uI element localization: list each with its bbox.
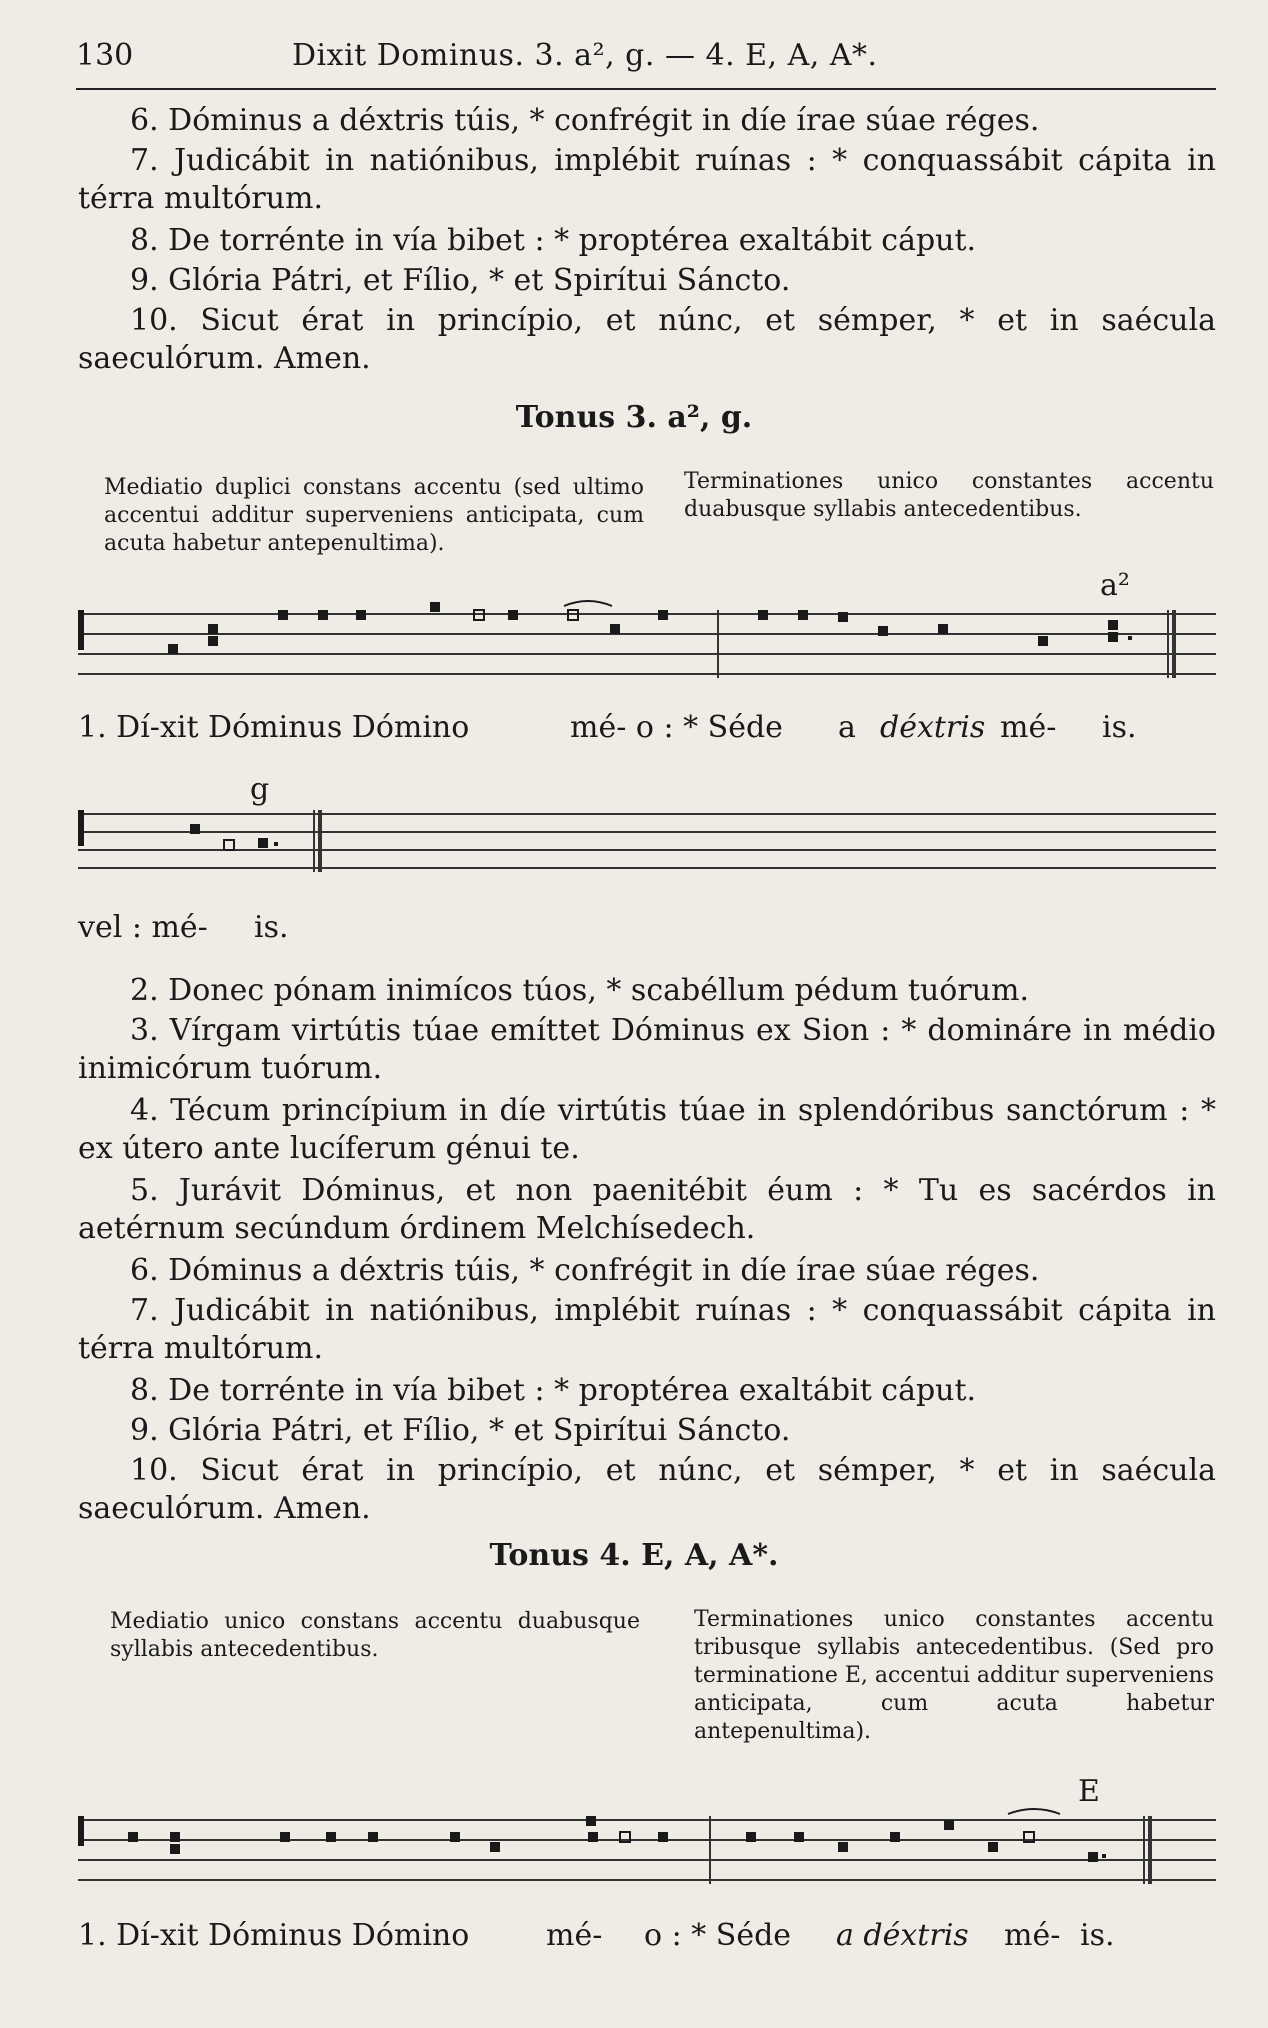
verse-3: 3. Vírgam virtútis túae emíttet Dóminus ex Sion : * domináre in médio inimicórum tuórum.: [78, 1013, 1216, 1086]
verse-9: 9. Glória Pátri, et Fílio, * et Spirítui Sáncto.: [130, 263, 791, 298]
verse-10: 10. Sicut érat in princípio, et núnc, et sémper, * et in saécula saeculórum. Amen.: [78, 303, 1216, 376]
tonus-3-mediatio: Mediatio duplici constans accentu (sed ultimo accentui additur superveniens anticipata, cum acuta habetur antepenultima).: [104, 475, 644, 556]
tonus-3-terminationes: Terminationes unico constantes accentu duabusque syllabis antecedentibus.: [684, 469, 1214, 522]
tonus-4-term-label: E: [1078, 1774, 1100, 1809]
verse-6b: 6. Dóminus a déxtris túis, * confrégit in díe írae súae réges.: [130, 1253, 1040, 1288]
verse-10b: 10. Sicut érat in princípio, et núnc, et sémper, * et in saécula saeculórum. Amen.: [78, 1453, 1216, 1526]
verse-7: 7. Judicábit in natiónibus, implébit ruínas : * conquassábit cápita in térra multórum.: [78, 143, 1216, 216]
verse-5: 5. Jurávit Dóminus, et non paenitébit éum : * Tu es sacérdos in aetérnum secúndum órdinem Melchísedech.: [78, 1173, 1216, 1246]
verse-2: 2. Donec pónam inimícos túos, * scabéllum pédum tuórum.: [130, 973, 1030, 1008]
tonus-4-lyric-4: a déxtris: [836, 1918, 969, 1953]
tonus-3-lyric-2: mé- o : * Séde: [570, 710, 783, 745]
verse-9b: 9. Glória Pátri, et Fílio, * et Spirítui Sáncto.: [130, 1413, 791, 1448]
tonus-4-lyric-2: mé-: [546, 1918, 603, 1953]
running-title: Dixit Dominus. 3. a², g. — 4. E, A, A*.: [292, 38, 878, 73]
tonus-4-lyric-5: mé-: [1004, 1918, 1061, 1953]
alt-lyric-text-1: vel : mé-: [78, 910, 208, 945]
tonus-3-staff: [78, 600, 1216, 690]
verse-8: 8. De torrénte in vía bibet : * proptérea exaltábit cáput.: [130, 223, 977, 258]
verse-6: 6. Dóminus a déxtris túis, * confrégit in díe írae súae réges.: [130, 103, 1040, 138]
verse-8b: 8. De torrénte in vía bibet : * proptérea exaltábit cáput.: [130, 1373, 977, 1408]
tonus-3-lyric-5: mé-: [1000, 710, 1057, 745]
tonus-4-lyric-6: is.: [1080, 1918, 1115, 1953]
tonus-4-title: Tonus 4. E, A, A*.: [489, 1538, 779, 1573]
tonus-4-lyric-3: o : * Séde: [644, 1918, 792, 1953]
tonus-3-term-label: a²: [1100, 568, 1130, 603]
tonus-4-lyric-1: 1. Dí-xit Dóminus Dómino: [78, 1918, 470, 1953]
tonus-3-alt-label: g: [250, 772, 270, 807]
tonus-3-lyric-3: a: [838, 710, 856, 745]
tonus-4-terminationes: Terminationes unico constantes accentu tribusque syllabis antecedentibus. (Sed pro terminatione E, accentui additur superveniens anticipata, cum acuta habetur antepenultima).: [694, 1607, 1214, 1744]
tonus-3-lyric-1: 1. Dí-xit Dóminus Dómino: [78, 710, 470, 745]
tonus-3-lyric-4: déxtris: [880, 710, 986, 745]
tonus-3-lyric-6: is.: [1102, 710, 1137, 745]
tonus-3-title: Tonus 3. a², g.: [515, 400, 753, 435]
tonus-3-alt-lyric-1: [78, 910, 208, 945]
verse-4: 4. Técum princípium in díe virtútis túae in splendóribus sanctórum : * ex útero ante lucíferum génui te.: [78, 1093, 1216, 1166]
verse-7b: 7. Judicábit in natiónibus, implébit ruínas : * conquassábit cápita in térra multórum.: [78, 1293, 1216, 1366]
page-number: 130: [76, 38, 134, 73]
tonus-3-alt-lyric-2: is.: [254, 910, 289, 945]
tonus-4-staff: [78, 1806, 1216, 1896]
tonus-4-mediatio: Mediatio unico constans accentu duabusque syllabis antecedentibus.: [110, 1609, 640, 1662]
tonus-3-alt-staff: [78, 802, 1216, 886]
header-rule: [76, 88, 1216, 90]
